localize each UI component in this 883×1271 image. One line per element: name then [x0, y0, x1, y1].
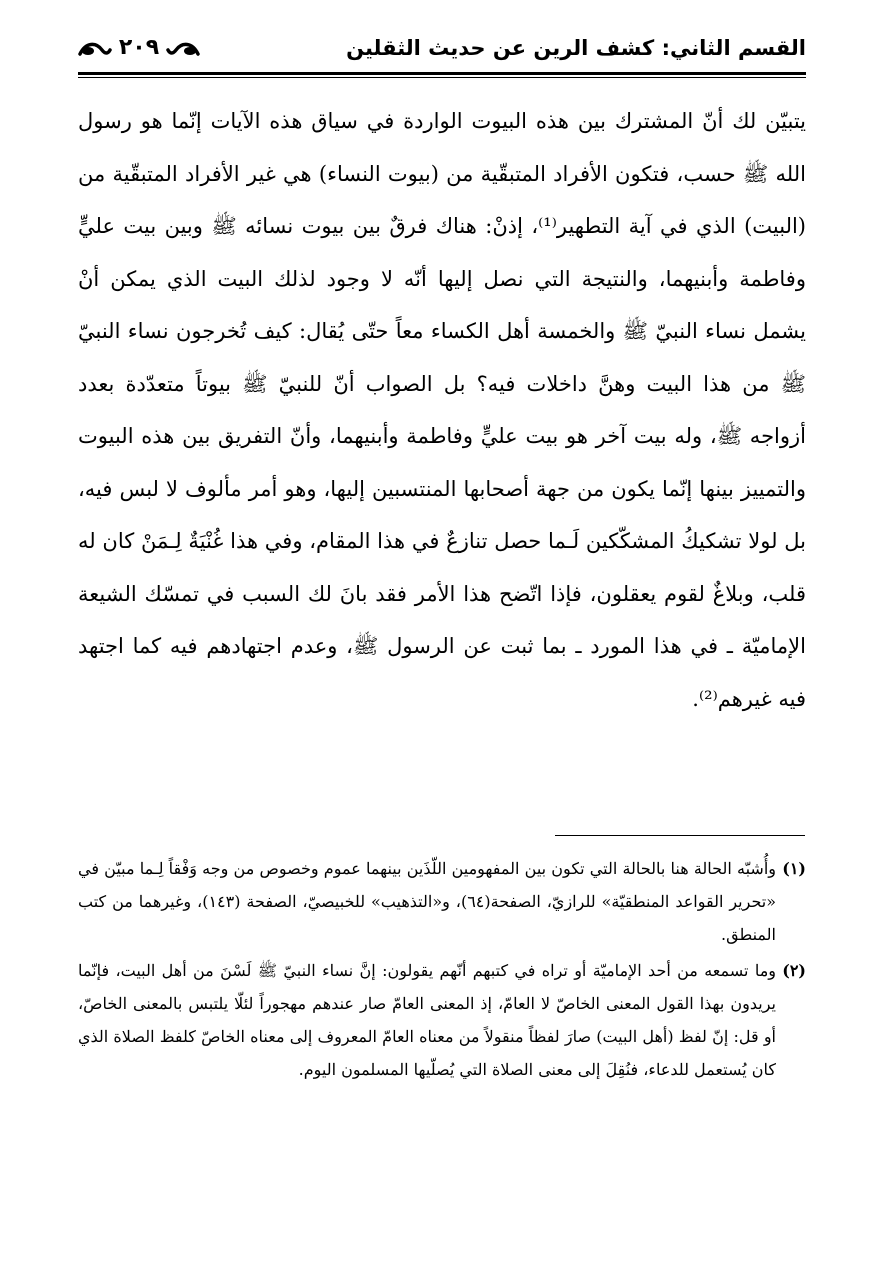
footnote-number: (٢) [782, 961, 806, 980]
section-title: القسم الثاني: كشف الرين عن حديث الثقلين [346, 36, 806, 60]
main-text [78, 95, 806, 725]
footnotes [78, 852, 806, 1089]
page-number: ٢٠٩ [118, 35, 160, 60]
footnote-text: وأُشبّه الحالة هنا بالحالة التي تكون بين المفهومين اللّذَين بينهما عموم وخصوص من وجه وَفْقاً لِـما مبيّن في «تحرير القواعد المنطقيّة» للرازيّ، الصفحة(٦٤)، و«التذهيب» للخبيصيّ، الصفحة (١٤٣)، وغيرهما من كتب المنطق. [78, 859, 777, 944]
footnote-text: وما تسمعه من أحد الإماميّة أو تراه في كتبهم أنّهم يقولون: إنَّ نساء النبيّ ﷺ لَسْنَ من أهل البيت، فإنّما يريدون بهذا القول المعنى الخاصّ لا العامّ، إذ المعنى العامّ صار عندهم مهجوراً لئلّا يلتبس بالمعنى الخاصّ، أو قل: إنّ لفظ (أهل البيت) صارَ لفظاً منقولاً من معناه العامّ المعروف إلى معناه الخاصّ كلفظ الصلاة الذي كان يُستعمل للدعاء، فنُقِلَ إلى معنى الصلاة التي يُصلّيها المسلمون اليوم. [78, 961, 777, 1079]
footnote-separator [555, 835, 805, 836]
body-paragraph: يتبيّن لك أنّ المشترك بين هذه البيوت الواردة في سياق هذه الآيات إنّما هو رسول الله ﷺ حسب، فتكون الأفراد المتبقّية من (بيوت النساء) هي غير الأفراد المتبقّية من (البيت) الذي في آية التطهير⁽¹⁾، إذنْ: هناك فرقٌ بين بيوت نسائه ﷺ وبين بيت عليٍّ وفاطمة وأبنيهما، والنتيجة التي نصل إليها أنّه لا وجود لذلك البيت الذي يمكن أنْ يشمل نساء النبيّ ﷺ والخمسة أهل الكساء معاً حتّى يُقال: كيف تُخرجون نساء النبيّ ﷺ من هذا البيت وهنَّ داخلات فيه؟ بل الصواب أنّ للنبيّ ﷺ بيوتاً متعدّدة بعدد أزواجه ﷺ، وله بيت آخر هو بيت عليٍّ وفاطمة وأبنيهما، وأنّ التفريق بين هذه البيوت والتمييز بينها إنّما يكون من جهة أصحابها المنتسبين إليها، وهو أمر مألوف لا لبس فيه، بل لولا تشكيكُ المشكّكين لَـما حصل تنازعٌ في هذا المقام، وفي هذا غُنْيَةٌ لِـمَنْ كان له قلب، وبلاغٌ لقوم يعقلون، فإذا اتّضح هذا الأمر فقد بانَ لك السبب في تمسّك الشيعة الإماميّة ـ في هذا المورد ـ بما ثبت عن الرسول ﷺ، وعدم اجتهادهم فيه كما اجتهد فيه غيرهم⁽²⁾. [78, 109, 806, 711]
header-rule-thin [78, 77, 806, 78]
running-header [78, 30, 806, 72]
footnote-1 [78, 852, 806, 951]
footnote-number: (١) [782, 859, 806, 878]
page-number-ornament [78, 34, 200, 62]
footnote-2 [78, 954, 806, 1086]
header-rule [78, 72, 806, 75]
